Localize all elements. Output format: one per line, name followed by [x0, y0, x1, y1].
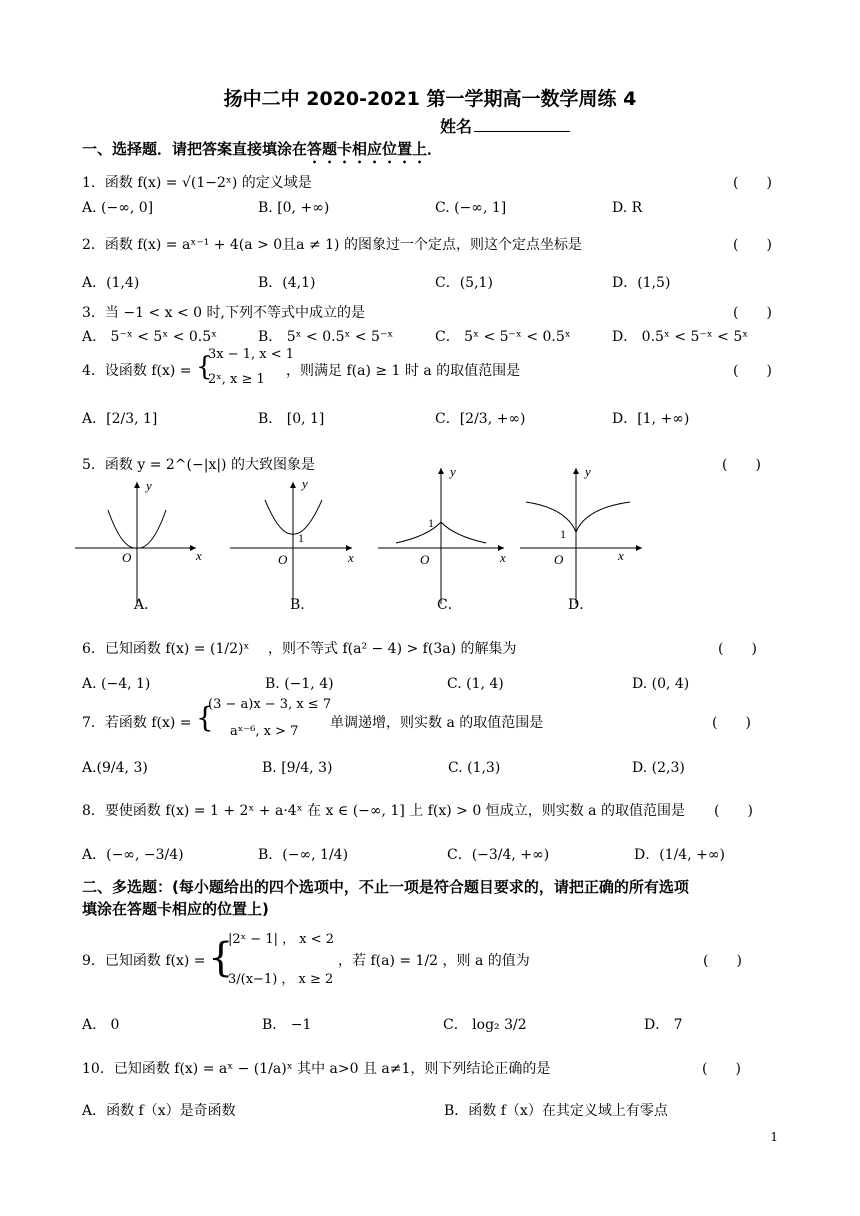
q8-answer-paren: ( )	[714, 803, 753, 819]
q5-graphs	[70, 464, 650, 614]
svg-text:y: y	[585, 464, 591, 479]
section1-heading	[82, 138, 442, 167]
svg-text:y: y	[146, 478, 152, 493]
q1-stem: 1．函数 f(x) = √(1−2ˣ) 的定义域是	[82, 175, 312, 191]
q9-stem-a: 9．已知函数 f(x) =	[82, 953, 206, 969]
q3-option-c: C． 5ˣ < 5⁻ˣ < 0.5ˣ	[435, 329, 571, 345]
q6-answer-paren: ( )	[718, 641, 757, 657]
q2-option-d: D．(1,5)	[612, 275, 671, 291]
q9-option-c: C． log₂ 3/2	[443, 1017, 527, 1033]
q8-option-c: C．(−3/4, +∞)	[447, 847, 550, 863]
q5-option-c: C．	[437, 597, 462, 613]
q10-option-a: A．函数 f（x）是奇函数	[82, 1103, 236, 1119]
q4-case1: 3x − 1, x < 1	[208, 347, 295, 362]
q6-stem-a: 6．已知函数 f(x) = (1/2)ˣ	[82, 641, 250, 657]
q6-option-b: B. (−1, 4)	[265, 676, 334, 692]
q2-option-c: C．(5,1)	[435, 275, 493, 291]
q9-stem-b: ，若 f(a) = 1/2 ，则 a 的值为	[338, 953, 530, 969]
svg-text:O: O	[554, 552, 564, 567]
svg-text:1: 1	[428, 516, 434, 530]
q8-stem: 8．要使函数 f(x) = 1 + 2ˣ + a·4ˣ 在 x ∈ (−∞, 1] 上 f(x) > 0 恒成立，则实数 a 的取值范围是	[82, 803, 685, 819]
q7-brace: {	[196, 701, 214, 734]
q7-option-d: D. (2,3)	[632, 760, 685, 776]
svg-text:y: y	[302, 476, 308, 491]
q2-stem: 2．函数 f(x) = aˣ⁻¹ + 4(a > 0且a ≠ 1) 的图象过一个定点，则这个定点坐标是	[82, 237, 582, 253]
q5-option-d: D．	[568, 597, 594, 613]
q9-option-a: A． 0	[82, 1017, 120, 1033]
q7-option-c: C. (1,3)	[448, 760, 501, 776]
q9-option-b: B． −1	[262, 1017, 312, 1033]
page-title: 扬中二中 2020-2021 第一学期高一数学周练 4	[223, 88, 637, 110]
name-field	[440, 114, 570, 137]
name-label: 姓名	[440, 117, 473, 136]
q2-answer-paren: ( )	[733, 237, 772, 253]
q5-stem: 5．函数 y = 2^(−|x|) 的大致图象是	[82, 457, 315, 473]
q4-case2: 2ˣ, x ≥ 1	[208, 372, 265, 387]
q3-option-a: A． 5⁻ˣ < 5ˣ < 0.5ˣ	[82, 329, 218, 345]
q4-stem-b: ，则满足 f(a) ≥ 1 时 a 的取值范围是	[286, 363, 521, 379]
q7-case1: (3 − a)x − 3, x ≤ 7	[208, 697, 332, 712]
q4-option-a: A．[2/3, 1]	[82, 411, 158, 427]
q8-option-a: A．(−∞, −3/4)	[82, 847, 184, 863]
graph-b	[230, 476, 354, 604]
svg-text:x: x	[196, 548, 202, 563]
q10-answer-paren: ( )	[702, 1061, 741, 1077]
section1-suffix: ．	[427, 140, 443, 158]
q7-stem-a: 7．若函数 f(x) =	[82, 715, 192, 731]
q1-option-b: B. [0, +∞)	[258, 200, 330, 216]
graph-a	[75, 478, 202, 604]
q7-option-a: A.(9/4, 3)	[82, 760, 148, 776]
q4-option-d: D．[1, +∞)	[612, 411, 690, 427]
svg-text:1: 1	[298, 531, 304, 545]
svg-text:y: y	[450, 464, 456, 479]
q7-answer-paren: ( )	[712, 715, 751, 731]
q1-option-a: A. (−∞, 0]	[82, 200, 154, 216]
q4-answer-paren: ( )	[733, 363, 772, 379]
q7-option-b: B. [9/4, 3)	[262, 760, 333, 776]
q8-option-d: D．(1/4, +∞)	[634, 847, 725, 863]
q3-option-d: D． 0.5ˣ < 5⁻ˣ < 5ˣ	[612, 329, 749, 345]
svg-text:O: O	[122, 550, 132, 565]
svg-text:x: x	[500, 550, 506, 565]
q1-option-c: C. (−∞, 1]	[435, 200, 507, 216]
page-number: 1	[770, 1130, 778, 1144]
svg-text:1: 1	[560, 527, 566, 541]
graph-d	[520, 464, 642, 604]
name-blank	[474, 117, 570, 132]
q7-stem-b: 单调递增，则实数 a 的取值范围是	[330, 715, 544, 731]
q3-answer-paren: ( )	[733, 305, 772, 321]
section1-emph: 答题卡相应位置上	[307, 140, 428, 158]
q7-case2: aˣ⁻⁶, x > 7	[230, 724, 299, 739]
q9-brace: {	[208, 935, 234, 981]
q2-option-b: B．(4,1)	[258, 275, 316, 291]
q6-stem-b: ，则不等式 f(a² − 4) > f(3a) 的解集为	[268, 641, 517, 657]
svg-text:O: O	[420, 552, 430, 567]
q1-option-d: D. R	[612, 200, 643, 216]
svg-text:x: x	[618, 548, 624, 563]
q6-option-c: C. (1, 4)	[447, 676, 504, 692]
svg-text:x: x	[348, 550, 354, 565]
q4-option-c: C．[2/3, +∞)	[435, 411, 526, 427]
section1-prefix: 一、选择题．请把答案直接填涂在	[82, 140, 308, 158]
q2-option-a: A．(1,4)	[82, 275, 140, 291]
svg-text:O: O	[278, 552, 288, 567]
q3-option-b: B． 5ˣ < 0.5ˣ < 5⁻ˣ	[258, 329, 394, 345]
q4-stem-a: 4．设函数 f(x) =	[82, 363, 192, 379]
q9-case1: |2ˣ − 1| ， x < 2	[228, 932, 334, 947]
q10-stem: 10．已知函数 f(x) = aˣ − (1/a)ˣ 其中 a>0 且 a≠1，则下列结论正确的是	[82, 1061, 551, 1077]
q5-option-b: B．	[290, 597, 315, 613]
graph-c	[378, 464, 506, 604]
q5-option-a: A．	[134, 597, 159, 613]
section2-heading-line1: 二、多选题：(每小题给出的四个选项中，不止一项是符合题目要求的，请把正确的所有选项	[82, 878, 689, 896]
q4-option-b: B． [0, 1]	[258, 411, 325, 427]
q4-brace: {	[196, 352, 213, 382]
q5-answer-paren: ( )	[722, 457, 761, 473]
section2-heading-line2: 填涂在答题卡相应的位置上)	[82, 900, 269, 918]
q8-option-b: B．(−∞, 1/4)	[258, 847, 349, 863]
q6-option-d: D. (0, 4)	[632, 676, 690, 692]
q1-answer-paren: ( )	[733, 175, 772, 191]
q9-answer-paren: ( )	[703, 953, 742, 969]
q9-option-d: D． 7	[644, 1017, 683, 1033]
q9-case2: 3/(x−1) ， x ≥ 2	[228, 972, 334, 987]
q6-option-a: A. (−4, 1)	[82, 676, 151, 692]
q10-option-b: B．函数 f（x）在其定义域上有零点	[444, 1103, 668, 1119]
q3-stem: 3．当 −1 < x < 0 时,下列不等式中成立的是	[82, 305, 365, 321]
